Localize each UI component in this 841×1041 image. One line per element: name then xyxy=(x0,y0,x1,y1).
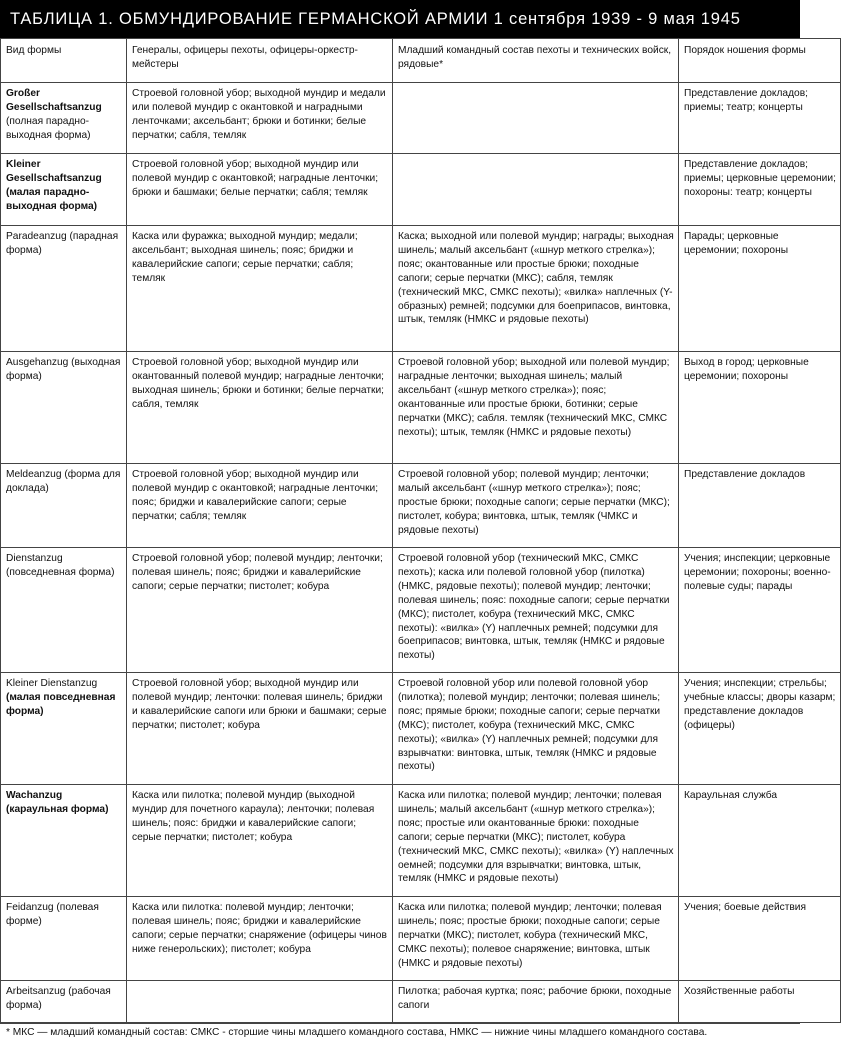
usage-cell: Хозяйственные работы xyxy=(679,981,841,1023)
enlisted-cell: Пилотка; рабочая куртка; пояс; рабочие брюки, походные сапоги xyxy=(393,981,679,1023)
uniform-subtitle: (полная парадно-выходная форма) xyxy=(6,115,91,141)
enlisted-cell: Каска или пилотка; полевой мундир; ленточки; полевая шинель; пояс; простые брюки; походные сапоги; серые перчатки (МКС); пистолет, кобура (технический МКС, СМКС пехоты); полевое снаряжение; винтовка, штык (НМКС и рядовые пехоты) xyxy=(393,897,679,981)
uniform-name-cell: Arbeitsanzug (рабочая форма) xyxy=(1,981,127,1023)
enlisted-cell: Строевой головной убор; выходной или полевой мундир; наградные ленточки; выходная шинель; малый аксельбант («шнур меткого стрелка»); пояс; окантованные или простые брюки, ботинки; серые перчатки (МКС); сабля. темляк (технический МКС, СМКС пехоты); штык, темляк (НМКС и рядовые пехоты) xyxy=(393,352,679,464)
uniform-subtitle: (малая парадно-выходная форма) xyxy=(6,186,98,212)
table-row xyxy=(1,548,841,673)
header-officers: Генералы, офицеры пехоты, офицеры-оркестр-мейстеры xyxy=(127,39,393,83)
header-uniform-type: Вид формы xyxy=(1,39,127,83)
header-enlisted: Младший командный состав пехоты и технических войск, рядовые* xyxy=(393,39,679,83)
uniform-name: Wachanzug (караульная форма) xyxy=(6,790,109,815)
uniform-name-cell xyxy=(1,154,127,226)
usage-cell: Учения; инспекции; стрельбы; учебные классы; дворы казарм; представление докладов (офицеры) xyxy=(679,673,841,785)
usage-cell: Учения; инспекции; церковные церемонии; похороны; военно-полевые суды; парады xyxy=(679,548,841,673)
uniform-name-cell: Dienstanzug (повседневная форма) xyxy=(1,548,127,673)
officers-cell: Строевой головной убор; выходной мундир и медали или полевой мундир с окантовкой и наградными ленточками; аксельбант; брюки и ботинки; белые перчатки; сабля, темляк xyxy=(127,83,393,154)
header-usage: Порядок ношения формы xyxy=(679,39,841,83)
officers-cell: Строевой головной убор; выходной мундир или полевой мундир с окантовкой; наградные ленточки; брюки и башмаки; белые перчатки; сабля; темляк xyxy=(127,154,393,226)
uniform-table xyxy=(0,38,841,1023)
table-row xyxy=(1,785,841,897)
officers-cell: Строевой головной убор; выходной мундир или полевой мундир с окантовкой; наградные ленточки; пояс; бриджи и кавалерийские сапоги; серые перчатки; сабля; темляк xyxy=(127,464,393,548)
table-row xyxy=(1,673,841,785)
officers-cell: Строевой головной убор; выходной мундир или полевой мундир; ленточки: полевая шинель; бриджи и кавалерийские сапоги или брюки и башмаки; серые перчатки; пистолет; кобура xyxy=(127,673,393,785)
enlisted-cell xyxy=(393,83,679,154)
usage-cell: Учения; боевые действия xyxy=(679,897,841,981)
uniform-name: Großer Gesellschaftsanzug xyxy=(6,88,102,113)
table-row xyxy=(1,897,841,981)
footnote: * МКС — младший командный состав: СМКС - сторшие чины младшего командного состава, НМКС — нижние чины младшего командного состава. xyxy=(0,1023,800,1041)
enlisted-cell: Каска; выходной или полевой мундир; награды; выходная шинель; малый аксельбант («шнур меткого стрелка»); пояс; окантованные или простые брюки; походные сапоги; серые перчатки (МКС); сабля, темляк (технический МКС, СМКС пехоты); «вилка» наплечных (Y-образных) ремней; подсумки для боеприпасов, винтовка, штык, темляк (НМКС и рядовые пехоты) xyxy=(393,226,679,352)
usage-cell: Парады; церковные церемонии; похороны xyxy=(679,226,841,352)
enlisted-cell xyxy=(393,154,679,226)
uniform-name: Kleiner Gesellschaftsanzug xyxy=(6,159,102,184)
usage-cell: Представление докладов; приемы; церковные церемонии; похороны: театр; концерты xyxy=(679,154,841,226)
uniform-name-cell xyxy=(1,673,127,785)
usage-cell: Представление докладов xyxy=(679,464,841,548)
uniform-name-cell: Ausgehanzug (выходная форма) xyxy=(1,352,127,464)
uniform-name-cell: Paradeanzug (парадная форма) xyxy=(1,226,127,352)
table-row xyxy=(1,226,841,352)
officers-cell: Строевой головной убор; полевой мундир; ленточки; полевая шинель; пояс; бриджи и кавалерийские сапоги; серые перчатки; пистолет; кобура xyxy=(127,548,393,673)
uniform-subtitle: (малая повседневная форма) xyxy=(6,691,116,717)
uniform-name-cell xyxy=(1,785,127,897)
enlisted-cell: Строевой головной убор (технический МКС, СМКС пехоть); каска или полевой головной убор (пилотка) (НМКС, рядовые пехоты); полевой мундир; ленточки; полевая шинель; пояс: походные сапоги; серые перчатки (МКС); пистолет, кобура (технический МКС, СМКС пехоты): «вилка» (Y) наплечных ремней; подсумки для боеприпасов; винтовка, штык, темляк (НМКС и рядовые пехоты) xyxy=(393,548,679,673)
table-header-row xyxy=(1,39,841,83)
enlisted-cell: Строевой головной убор или полевой головной убор (пилотка); полевой мундир; ленточки; полевая шинель; пояс; прямые брюки; походные сапоги; серые перчатки (МКС); пистолет, кобура (технический МКС, СМКС пехоты); «вилка» (Y) наплечных ремней; подсумки для взрывчатки: винтовка, штык, темляк (НМКС и рядовые пехоты) xyxy=(393,673,679,785)
officers-cell: Каска или пилотка: полевой мундир; ленточки; полевая шинель; пояс; бриджи и кавалерийские сапоги; серые перчатки; снаряжение (офицеры чинов ниже генерольских); пистолет; кобура xyxy=(127,897,393,981)
officers-cell: Каска или пилотка; полевой мундир (выходной мундир для почетного караула); ленточки; полевая шинель; пояс: бриджи и кавалерийские сапоги; серые перчатки; пистолет; кобура xyxy=(127,785,393,897)
officers-cell: Каска или фуражка; выходной мундир; медали; аксельбант; выходная шинель; пояс; бриджи и кавалерийские сапоги; серые перчатки; сабля; темляк xyxy=(127,226,393,352)
table-row xyxy=(1,981,841,1023)
officers-cell xyxy=(127,981,393,1023)
table-title: ТАБЛИЦА 1. ОБМУНДИРОВАНИЕ ГЕРМАНСКОЙ АРМИИ 1 сентября 1939 - 9 мая 1945 xyxy=(0,0,800,38)
usage-cell: Караульная служба xyxy=(679,785,841,897)
table-row xyxy=(1,154,841,226)
enlisted-cell: Строевой головной убор; полевой мундир; ленточки; малый аксельбант («шнур меткого стрелка»); пояс; простые брюки; походные сапоги; серые перчатки (МКС); пистолет, кобура; винтовка, штык, темляк (ЧМКС и рядовые пехоты) xyxy=(393,464,679,548)
uniform-name-cell: Meldeanzug (форма для доклада) xyxy=(1,464,127,548)
officers-cell: Строевой головной убор; выходной мундир или окантованный полевой мундир; наградные ленточки; выходная шинель; брюки и ботинки; белые перчатки; сабля, темляк xyxy=(127,352,393,464)
enlisted-cell: Каска или пилотка; полевой мундир; ленточки; полевая шинель; малый аксельбант («шнур меткого стрелка»); пояс; простые или окантованные брюки: походные сапоги; серые перчатки (МКС); пистолет, кобура (технический МКС, СМКС пехоты); «вилка» (Y) наплечных оемней; подсумки для взрывчатки; винтовка, штык, темляк (НМКС и рядовые пехоты) xyxy=(393,785,679,897)
usage-cell: Выход в город; церковные церемонии; похороны xyxy=(679,352,841,464)
uniform-name-cell xyxy=(1,83,127,154)
table-row xyxy=(1,83,841,154)
usage-cell: Представление докладов; приемы; театр; концерты xyxy=(679,83,841,154)
table-row xyxy=(1,352,841,464)
uniform-name-cell: Feidanzug (полевая форме) xyxy=(1,897,127,981)
table-row xyxy=(1,464,841,548)
uniform-name: Kleiner Dienstanzug xyxy=(6,678,98,689)
